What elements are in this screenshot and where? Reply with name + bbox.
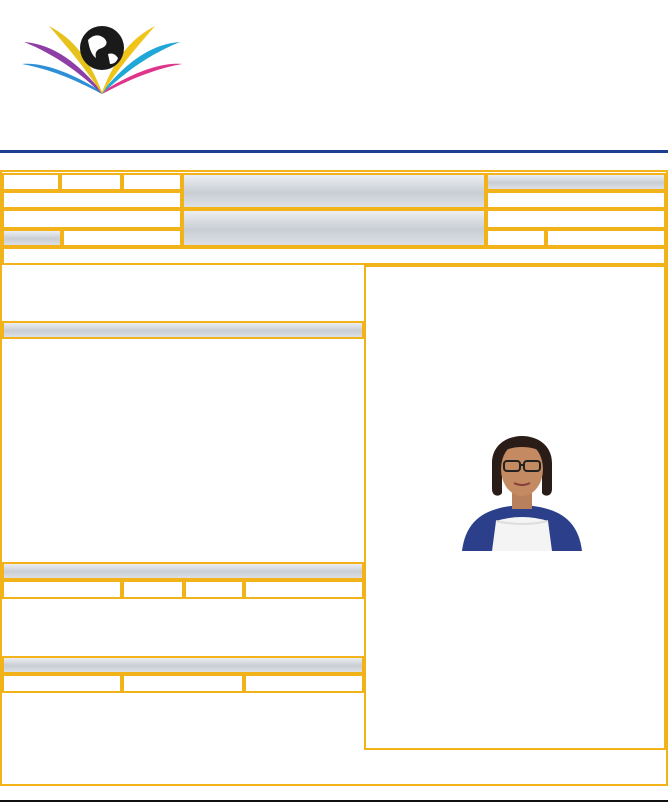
ppt-value [546,229,666,247]
top-empty-right [486,209,666,229]
exp-col-year [244,674,364,693]
lang-english-label [2,580,122,599]
applicant-photo [452,415,592,551]
mobile-value [2,191,182,209]
mobile-label [2,173,60,191]
application-title [182,209,486,247]
globe-logo-icon [4,14,200,114]
spacer-row [2,247,666,265]
company-name-ar [182,173,486,209]
date-label [486,173,666,191]
experience-header [2,656,364,674]
lang-arabic-label [184,580,244,599]
lang-english-ar [122,580,184,599]
company-logo [4,14,200,154]
ref-value [62,229,182,247]
header-divider [0,150,668,153]
ppt-label [486,229,546,247]
photo-frame [364,265,666,750]
mobile-spacer [60,173,122,191]
ref-label [2,229,62,247]
exp-col-position [122,674,244,693]
lang-arabic-ar [244,580,364,599]
languages-header [2,562,364,580]
mobile-label-ar [122,173,182,191]
top-empty-left [2,209,182,229]
date-value [486,191,666,209]
bottom-rule [0,800,668,802]
personal-info-header [2,321,364,339]
exp-col-country [2,674,122,693]
